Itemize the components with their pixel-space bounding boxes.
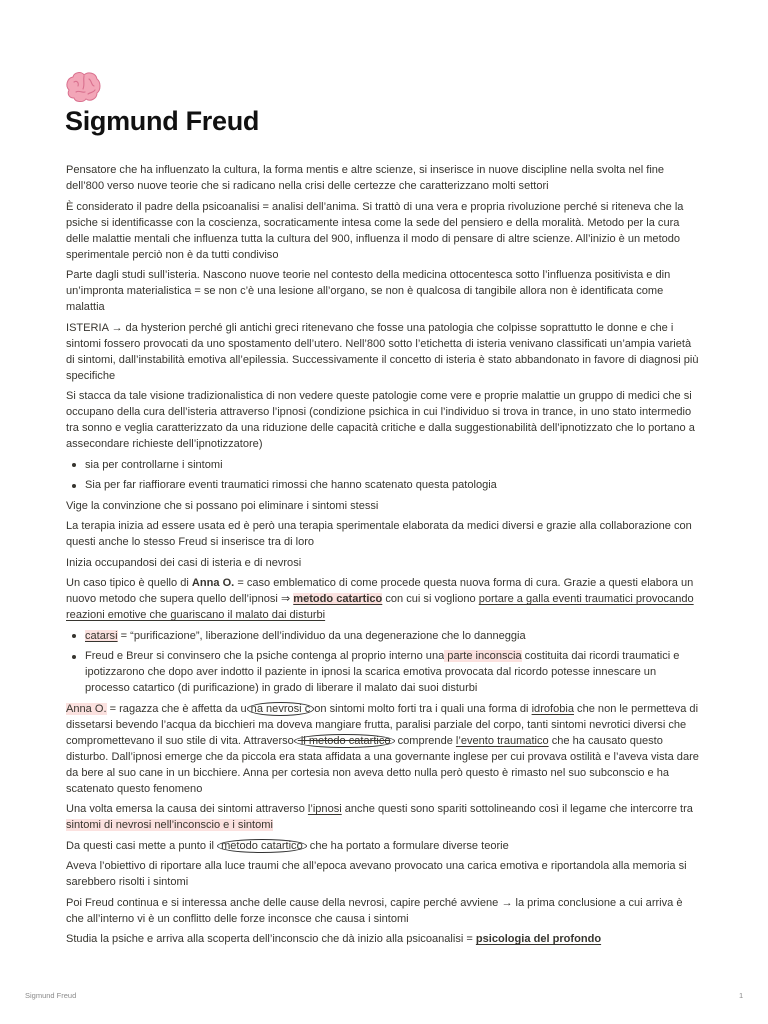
footer-title: Sigmund Freud — [25, 991, 77, 1000]
text-run: comprende — [394, 734, 456, 747]
text-run: che ha portato a formulare diverse teorie — [306, 839, 509, 852]
list-item — [66, 648, 702, 696]
paragraph: Pensatore che ha influenzato la cultura, la forma mentis e altre scienze, si inserisce in nuove discipline nella svolta nel fine dell’800 verso nuove teorie che si radicano nella crisi delle certezze che caratterizzano molti settori — [66, 164, 665, 192]
text-run: Studia la psiche e arriva alla scoperta dell’inconscio che dà inizio alla psicoanalisi = — [66, 933, 476, 945]
bullet-list — [66, 628, 702, 697]
highlighted-term: catarsi — [85, 629, 118, 642]
highlighted-term: parte inconscia — [444, 650, 522, 662]
paragraph — [66, 801, 702, 833]
underlined-text: l’evento traumatico — [455, 734, 549, 747]
bold-term: psicologia del profondo — [475, 933, 602, 945]
page-number: 1 — [739, 991, 744, 1000]
paragraph — [66, 838, 702, 854]
text-run: con cui si vogliono — [382, 593, 479, 605]
page-title: Sigmund Freud — [65, 106, 260, 136]
paragraph: Poi Freud continua e si interessa anche delle cause della nevrosi, capire perché avviene → la prima conclusione a cui arriva è che all’interno vi è un conflitto delle forze inconsce che causa i sintomi — [66, 896, 683, 925]
list-item — [66, 628, 702, 644]
underlined-text: l’ipnosi — [307, 803, 342, 815]
paragraph: ISTERIA → da hysterion perché gli antichi greci ritenevano che fosse una patologia che colpisse soprattutto le donne e che i sintomi fossero provocati da uno spostamento dell’utero. Nell’800 sotto l’etichetta di isteria venivano classificati un’ampia varietà di sintomi, dall’instabilità emotiva all’epilessia. Successivamente il concetto di isteria è stato abbandonato in favore di diagnosi più specifiche — [66, 321, 699, 382]
circled-annotation: metodo catartico — [217, 839, 307, 853]
paragraph: Parte dagli studi sull’isteria. Nascono nuove teorie nel contesto della medicina ottocentesca sotto l’influenza positivista e din un’impronta materialistica = se non c’è una lesione all’organo, se non è qualcosa di tangibile allora non è identificata come malattia — [66, 269, 671, 313]
text-run: che ha causato questo disturbo. Dall’ipnosi emerge che da piccola era stata affidata a una governante inglese per cui provava ostilità e l’aveva vista dare da bere al suo cane in un bicchiere. Anna per cortesia non aveva detto nulla però questo è rimasto nel suo subconscio e ha scatenato questo fenomeno — [66, 734, 699, 795]
highlighted-term: Anna O. — [66, 702, 107, 715]
underlined-text: idrofobia — [531, 702, 574, 715]
paragraph: Vige la convinzione che si possano poi eliminare i sintomi stessi — [66, 499, 379, 512]
highlighted-term: metodo catartico — [293, 593, 383, 605]
text-run: Freud e Breur si convinsero che la psiche contenga al proprio interno una — [85, 650, 445, 662]
text-run: costituita dai ricordi traumatici e ipotizzarono che dopo aver indotto il paziente in ipnosi la scarica emotiva provocata dal ricordo potesse innescare un processo catartico (di purificazione) in grado di liberare il malato dai suoi disturbi — [85, 650, 680, 694]
text-run: = “purificazione”, liberazione dell’individuo da una degenerazione che lo danneggia — [117, 629, 526, 642]
text-run: = ragazza che è affetta da u — [106, 702, 247, 715]
text-run: che non le permetteva di dissetarsi bevendo l’acqua da bicchieri ma doveva mangiare frutta, paralisi parziale del corpo, tanti sintomi nevrotici diversi che compromettevano il suo stile di vita. Attraverso — [66, 702, 699, 747]
highlighted-term: sintomi di nevrosi nell’inconscio e i sintomi — [66, 819, 273, 831]
circled-annotation: na nevrosi c — [247, 702, 315, 716]
list-item: sia per controllarne i sintomi — [66, 457, 702, 473]
paragraph: Si stacca da tale visione tradizionalistica di non vedere queste patologie come vere e proprie malattie un gruppo di medici che si occupano della cura dell’isteria attraverso l’ipnosi (condizione psichica in cui l’individuo si trova in trance, in uno stato intermedio tra sonno e veglia caratterizzato da una riduzione delle capacità critiche e dalla suggestionabilità dell’ipnotizzato che lo portano a assecondare richieste dell’ipnotizzatore) — [66, 390, 695, 450]
bullet-list — [66, 457, 702, 494]
paragraph: È considerato il padre della psicoanalisi = analisi dell’anima. Si trattò di una vera e propria rivoluzione perché si riteneva che la psiche si identificasse con la coscienza, socraticamente intesa come la sede del pensiero e della moralità. Metodo per la cura delle malattie mentali che influenza tutta la cultura del 900, influenza il modo di pensare di altre scienze. All’inizio è un metodo sperimentale perciò non è da tutti condiviso — [66, 200, 684, 261]
underlined-text: portare a galla eventi traumatici provocando reazioni emotive che guariscano il malato dai disturbi — [66, 593, 694, 621]
text-run: Una volta emersa la causa dei sintomi attraverso — [66, 803, 308, 815]
note-body — [66, 162, 702, 952]
bold-term: Anna O. — [191, 577, 235, 589]
paragraph: La terapia inizia ad essere usata ed è però una terapia sperimentale elaborata da medici diversi e grazie alla collaborazione con questi anche lo stesso Freud si inserisce tra di loro — [66, 520, 692, 548]
paragraph: Aveva l’obiettivo di riportare alla luce traumi che all’epoca avevano provocato una carica emotiva e riportandola alla memoria si sarebbero risolti i sintomi — [66, 860, 687, 888]
paragraph-anna-o-case — [66, 575, 702, 623]
text-run: on sintomi molto forti tra i quali una forma di — [314, 702, 532, 715]
paragraph — [66, 931, 702, 947]
text-run: = caso emblematico di come procede questa nuova forma di cura. Grazie a questi elabora un nuovo metodo che supera quello dell’ipnosi ⇒ — [66, 577, 694, 605]
text-run: Da questi casi mette a punto il — [66, 839, 218, 852]
text-run: anche questi sono spariti sottolineando così il legame che intercorre tra — [341, 803, 693, 815]
brain-icon — [64, 70, 102, 104]
paragraph: Inizia occupandosi dei casi di isteria e di nevrosi — [66, 556, 302, 569]
list-item: Sia per far riaffiorare eventi traumatici rimossi che hanno scatenato questa patologia — [66, 477, 702, 493]
paragraph-anna-o-detail — [66, 701, 702, 797]
text-run: Un caso tipico è quello di — [66, 577, 192, 589]
circled-annotation: il metodo catartico — [294, 734, 395, 748]
